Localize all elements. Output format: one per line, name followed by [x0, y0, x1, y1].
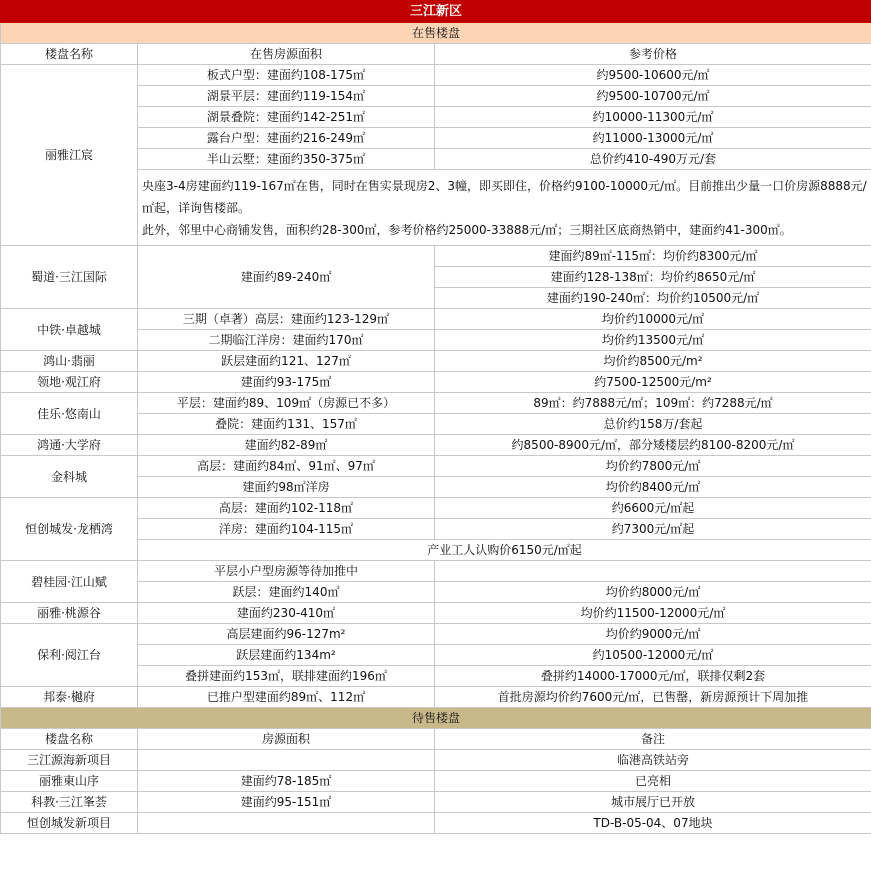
area-cell: 建面约78-185㎡: [138, 771, 435, 792]
price-cell: 约8500-8900元/㎡，部分矮楼层约8100-8200元/㎡: [435, 435, 871, 456]
note-cell: [138, 170, 871, 246]
price-cell: 建面约190-240㎡：均价约10500元/㎡: [435, 288, 871, 309]
price-cell: 均价约8400元/㎡: [435, 477, 871, 498]
note-cell: 已亮相: [435, 771, 871, 792]
price-cell: 均价约9000元/㎡: [435, 624, 871, 645]
price-cell: 均价约10000元/㎡: [435, 309, 871, 330]
table-row: [1, 792, 871, 813]
table-row: [1, 603, 871, 624]
price-cell: 约10000-11300元/㎡: [435, 107, 871, 128]
area-cell: [138, 813, 435, 834]
header-price: 参考价格: [435, 44, 871, 65]
area-cell: 建面约230-410㎡: [138, 603, 435, 624]
area-cell: 湖景叠院：建面约142-251㎡: [138, 107, 435, 128]
area-cell: 建面约98㎡洋房: [138, 477, 435, 498]
area-cell: 高层：建面约84㎡、91㎡、97㎡: [138, 456, 435, 477]
table-row: [1, 813, 871, 834]
upcoming-section-title: 待售楼盘: [1, 708, 871, 729]
area-cell: 三期（卓著）高层：建面约123-129㎡: [138, 309, 435, 330]
price-cell: 总价约158万/套起: [435, 414, 871, 435]
upcoming-section-row: [1, 708, 871, 729]
project-name: 科教·三江峯荟: [1, 792, 138, 813]
area-cell: 跃层建面约134m²: [138, 645, 435, 666]
area-cell: 建面约89-240㎡: [138, 246, 435, 309]
project-name: 邦泰·樾府: [1, 687, 138, 708]
price-cell: 建面约89㎡-115㎡：均价约8300元/㎡: [435, 246, 871, 267]
area-cell: 建面约82-89㎡: [138, 435, 435, 456]
note-cell: TD-B-05-04、07地块: [435, 813, 871, 834]
price-cell: 89㎡：约7888元/㎡；109㎡：约7288元/㎡: [435, 393, 871, 414]
area-cell: 跃层建面约121、127㎡: [138, 351, 435, 372]
area-cell: 洋房：建面约104-115㎡: [138, 519, 435, 540]
area-cell: 湖景平层：建面约119-154㎡: [138, 86, 435, 107]
price-cell: 约6600元/㎡起: [435, 498, 871, 519]
on-sale-header-row: [1, 44, 871, 65]
area-cell: 板式户型：建面约108-175㎡: [138, 65, 435, 86]
area-cell: 建面约93-175㎡: [138, 372, 435, 393]
price-cell: 均价约11500-12000元/㎡: [435, 603, 871, 624]
header-note: 备注: [435, 729, 871, 750]
area-cell: 已推户型建面约89㎡、112㎡: [138, 687, 435, 708]
area-cell: 高层建面约96-127m²: [138, 624, 435, 645]
project-name: 鸿山·翡丽: [1, 351, 138, 372]
project-name: 丽雅東山序: [1, 771, 138, 792]
area-cell: 叠院：建面约131、157㎡: [138, 414, 435, 435]
price-cell: 建面约128-138㎡：均价约8650元/㎡: [435, 267, 871, 288]
price-cell: 约11000-13000元/㎡: [435, 128, 871, 149]
table-row: [1, 498, 871, 519]
note-line-1: 央座3-4房建面约119-167㎡在售，同时在售实景现房2、3幢，即买即住，价格约9100-10000元/㎡。目前推出少量一口价房源8888元/㎡起，详询售楼部。: [142, 178, 867, 215]
price-cell: 均价约8000元/㎡: [435, 582, 871, 603]
price-cell: 约7500-12500元/m²: [435, 372, 871, 393]
table-row: [1, 309, 871, 330]
note-cell: 临港高铁站旁: [435, 750, 871, 771]
project-name: 恒创城发新项目: [1, 813, 138, 834]
area-cell: 露台户型：建面约216-249㎡: [138, 128, 435, 149]
header-name: 楼盘名称: [1, 44, 138, 65]
project-name: 丽雅·桃源谷: [1, 603, 138, 624]
note-line-2: 此外，邻里中心商铺发售，面积约28-300㎡，参考价格约25000-33888元/㎡；三期社区底商热销中，建面约41-300㎡。: [142, 222, 792, 237]
table-row: [1, 393, 871, 414]
table-title: 三江新区: [1, 1, 871, 23]
area-cell: 二期临江洋房：建面约170㎡: [138, 330, 435, 351]
table-row: [1, 561, 871, 582]
table-row: [1, 687, 871, 708]
header-name: 楼盘名称: [1, 729, 138, 750]
table-row: [1, 65, 871, 86]
price-cell: 约9500-10700元/㎡: [435, 86, 871, 107]
project-name: 保利·阅江台: [1, 624, 138, 687]
price-cell: 均价约7800元/㎡: [435, 456, 871, 477]
title-row: [1, 1, 871, 23]
area-cell: 半山云墅：建面约350-375㎡: [138, 149, 435, 170]
area-cell: 平层：建面约89、109㎡（房源已不多）: [138, 393, 435, 414]
upcoming-header-row: [1, 729, 871, 750]
project-name: 丽雅江宸: [1, 65, 138, 246]
price-cell: 叠拼约14000-17000元/㎡，联排仅剩2套: [435, 666, 871, 687]
header-area: 在售房源面积: [138, 44, 435, 65]
price-cell: 约9500-10600元/㎡: [435, 65, 871, 86]
on-sale-section-title: 在售楼盘: [1, 23, 871, 44]
price-cell: 约7300元/㎡起: [435, 519, 871, 540]
project-name: 金科城: [1, 456, 138, 498]
project-name: 鸿通·大学府: [1, 435, 138, 456]
table-row: [1, 435, 871, 456]
project-name: 蜀道·三江国际: [1, 246, 138, 309]
area-cell: 建面约95-151㎡: [138, 792, 435, 813]
table-row: [1, 750, 871, 771]
table-row: [1, 246, 871, 267]
on-sale-section-row: [1, 23, 871, 44]
note-cell: 产业工人认购价6150元/㎡起: [138, 540, 871, 561]
table-row: [1, 351, 871, 372]
project-name: 三江源海新项目: [1, 750, 138, 771]
area-cell: 跃层：建面约140㎡: [138, 582, 435, 603]
table-row: [1, 456, 871, 477]
project-name: 中铁·卓越城: [1, 309, 138, 351]
project-name: 佳乐·悠南山: [1, 393, 138, 435]
price-cell: 总价约410-490万元/套: [435, 149, 871, 170]
project-name: 碧桂园·江山赋: [1, 561, 138, 603]
price-cell: 约10500-12000元/㎡: [435, 645, 871, 666]
price-cell: 均价约13500元/㎡: [435, 330, 871, 351]
project-name: 恒创城发·龙栖湾: [1, 498, 138, 561]
header-area: 房源面积: [138, 729, 435, 750]
table-row: [1, 771, 871, 792]
area-cell: 高层：建面约102-118㎡: [138, 498, 435, 519]
price-cell: 均价约8500元/m²: [435, 351, 871, 372]
note-cell: 城市展厅已开放: [435, 792, 871, 813]
table-row: [1, 372, 871, 393]
area-cell: 平层小户型房源等待加推中: [138, 561, 435, 582]
price-cell: 首批房源均价约7600元/㎡，已售罄，新房源预计下周加推: [435, 687, 871, 708]
price-cell: [435, 561, 871, 582]
table-row: [1, 624, 871, 645]
area-cell: [138, 750, 435, 771]
area-cell: 叠拼建面约153㎡，联排建面约196㎡: [138, 666, 435, 687]
project-name: 领地·观江府: [1, 372, 138, 393]
